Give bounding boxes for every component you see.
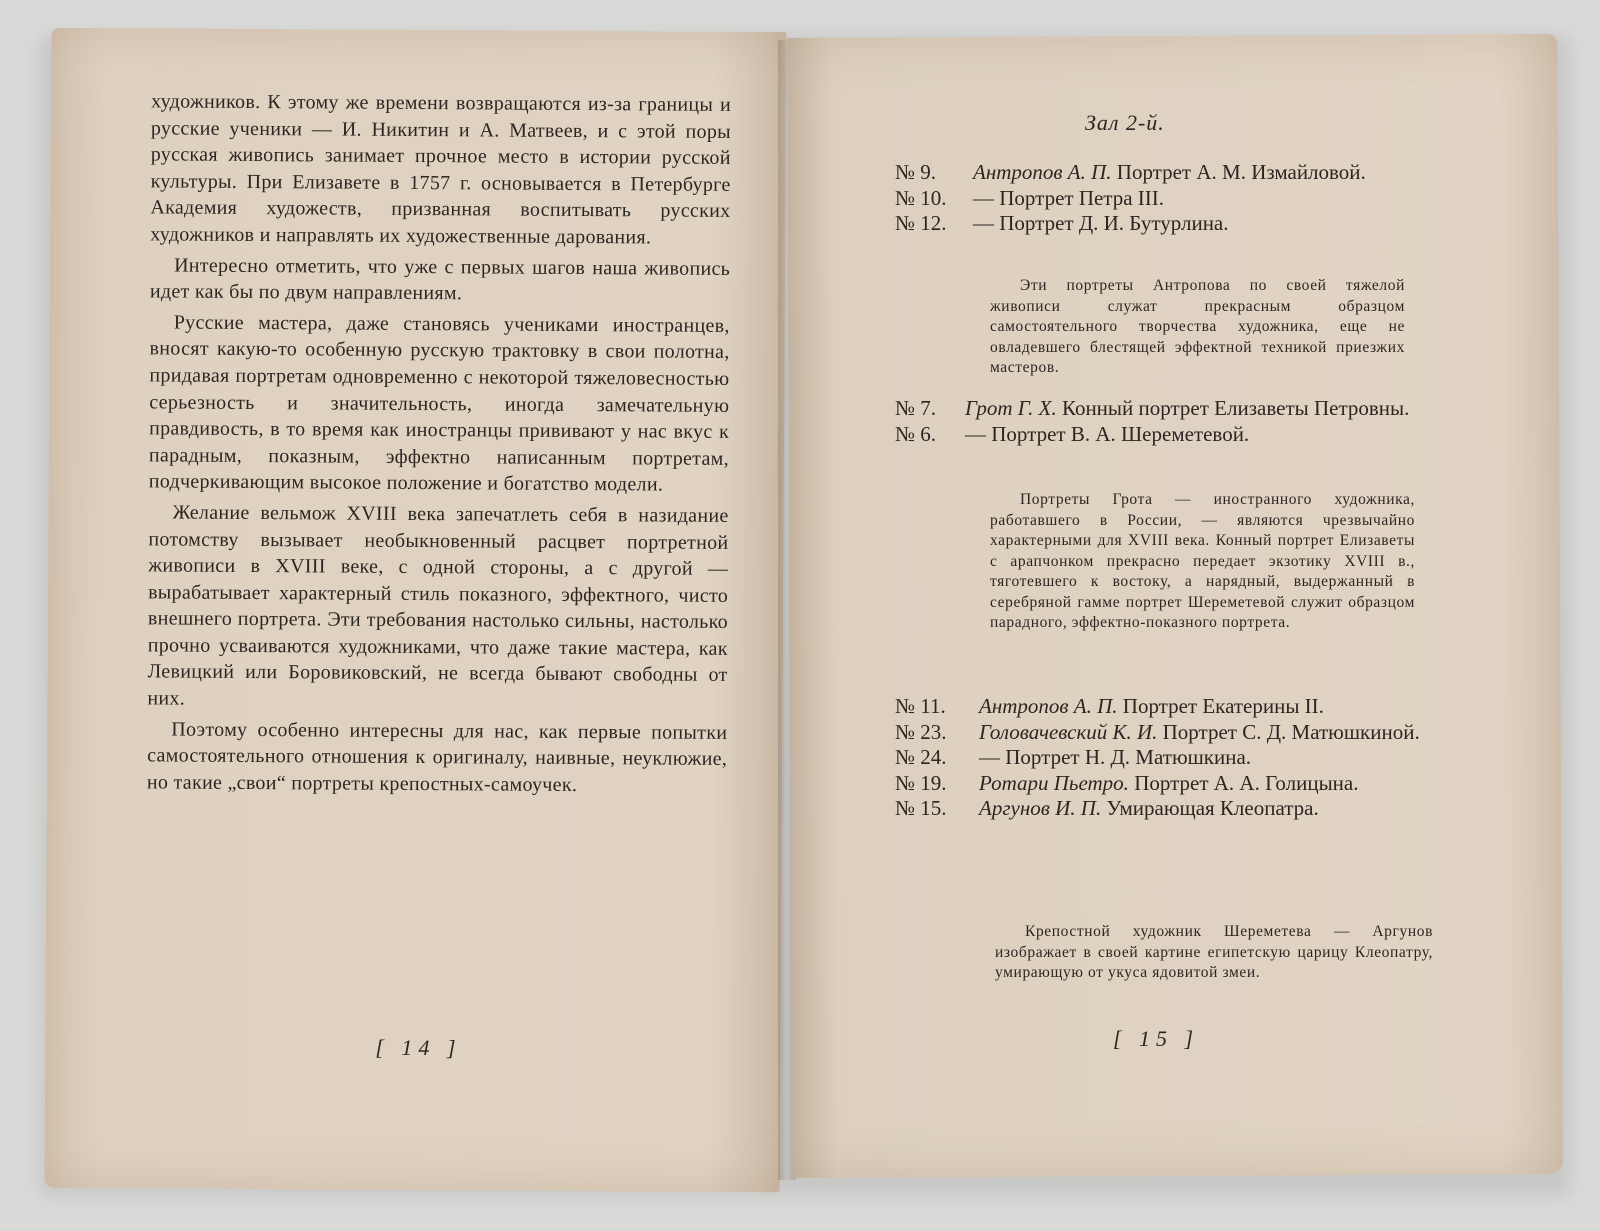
entry-number: № 12. xyxy=(895,211,947,235)
entry-number: № 7. xyxy=(895,396,937,420)
left-page xyxy=(44,28,786,1192)
catalog-group-1 xyxy=(895,160,1415,237)
page-number-right: [ 15 ] xyxy=(1113,1026,1200,1051)
catalog-group-2 xyxy=(895,396,1415,447)
paragraph: Поэтому особенно интересны для нас, как первые попытки самостоятельного отношения к оригиналу, наивные, неуклюжие, но такие „свои“ портреты крепостных-самоучек. xyxy=(146,718,728,796)
entry-title: — Портрет Н. Д. Матюшкина. xyxy=(979,745,1252,769)
catalog-entry xyxy=(895,694,1420,720)
catalog-entry xyxy=(895,186,1415,212)
entry-number: № 11. xyxy=(895,694,946,718)
entry-author: Ротари Пьетро. xyxy=(979,770,1129,795)
entry-author: Грот Г. Х. xyxy=(965,396,1057,420)
entry-number: № 6. xyxy=(895,421,937,446)
entry-title: Портрет Екатерины II. xyxy=(1122,694,1324,718)
note-2 xyxy=(990,490,1415,634)
entry-author: Антропов А. П. xyxy=(973,160,1112,184)
catalog-entry xyxy=(895,396,1415,422)
paragraph: Русские мастера, даже становясь учениками иностранцев, вносят какую-то особенную русскую трактовку в свои полотна, придавая портретам одновременно с некоторой тяжеловесностью серьезность и значительность, иногда замечательную правдивость, в то время как иностранцы прививают у нас вкус к парадным, показным, эффектно написанным портретам, подчеркивающим высокое положение и богатство модели. xyxy=(148,311,730,496)
catalog-entry xyxy=(895,771,1420,797)
entry-title: Умирающая Клеопатра. xyxy=(1106,796,1319,820)
entry-number: № 10. xyxy=(895,185,947,210)
catalog-entry xyxy=(895,422,1415,448)
catalog-entry xyxy=(895,796,1420,822)
entry-title: Портрет А. А. Голицына. xyxy=(1134,770,1359,795)
entry-author: Головачевский К. И. xyxy=(979,719,1158,744)
entry-author: Антропов А. П. xyxy=(979,694,1118,718)
note-text: Крепостной художник Шереметева — Аргунов изображает в своей картине египетскую царицу Клеопатру, умирающую от укуса ядовитой змеи. xyxy=(995,923,1433,981)
entry-number: № 23. xyxy=(895,719,947,744)
entry-title: Портрет С. Д. Матюшкиной. xyxy=(1162,719,1420,744)
entry-title: — Портрет В. А. Шереметевой. xyxy=(965,421,1250,446)
entry-title: — Портрет Петра III. xyxy=(973,185,1165,210)
page-number-left: [ 14 ] xyxy=(375,1034,462,1061)
catalog-entry xyxy=(895,211,1415,237)
catalog-group-3 xyxy=(895,694,1420,822)
entry-number: № 19. xyxy=(895,770,947,795)
entry-number: № 15. xyxy=(895,796,947,820)
entry-title: Портрет А. М. Измайловой. xyxy=(1116,160,1366,184)
entry-title: — Портрет Д. И. Бутурлина. xyxy=(973,211,1229,235)
hall-title: Зал 2-й. xyxy=(1085,110,1165,135)
paragraph: художников. К этому же времени возвращаются из-за границы и русские ученики — И. Никитин и А. Матвеев, и с этой поры русская живопись занимает прочное место в истории русской культуры. При Елизавете в 1757 г. основывается в Петербурге Академия художеств, призванная воспитывать русских художников и направлять их художественные дарования. xyxy=(150,90,732,249)
paragraph: Интересно отметить, что уже с первых шагов наша живопись идет как бы по двум направлениям. xyxy=(149,254,731,305)
catalog-entry xyxy=(895,160,1415,186)
entry-title: Конный портрет Елизаветы Петровны. xyxy=(1061,396,1410,420)
catalog-entry xyxy=(895,745,1420,771)
note-text: Эти портреты Антропова по своей тяжелой живописи служат прекрасным образцом самостоятельного творчества художника, еще не овладевшего блестящей эффектной техникой приезжих мастеров. xyxy=(990,277,1405,376)
entry-author: Аргунов И. П. xyxy=(979,796,1102,820)
left-page-text xyxy=(147,88,731,803)
entry-number: № 9. xyxy=(895,160,937,184)
note-3 xyxy=(995,922,1433,984)
note-text: Портреты Грота — иностранного художника, работавшего в России, — являются чрезвычайно характерными для XVIII века. Конный портрет Елизаветы с арапчонком прекрасно передает экзотику XVIII в., тяготевшего к востоку, а нарядный, выдержанный в серебряной гамме портрет Шереметевой служит образцом парадного, эффектно-показного портрета. xyxy=(990,491,1415,631)
catalog-entry xyxy=(895,720,1420,746)
entry-number: № 24. xyxy=(895,745,947,769)
paragraph: Желание вельмож XVIII века запечатлеть себя в назидание потомству вызывает необыкновенный расцвет портретной живописи в XVIII веке, с одной стороны, а с другой — вырабатывает характерный стиль показного, эффектного, чисто внешнего портрета. Эти требования настолько сильны, настолько прочно усваиваются художниками, что даже такие мастера, как Левицкий или Боровиковский, не всегда бывают свободны от них. xyxy=(147,501,729,710)
note-1 xyxy=(990,276,1405,379)
